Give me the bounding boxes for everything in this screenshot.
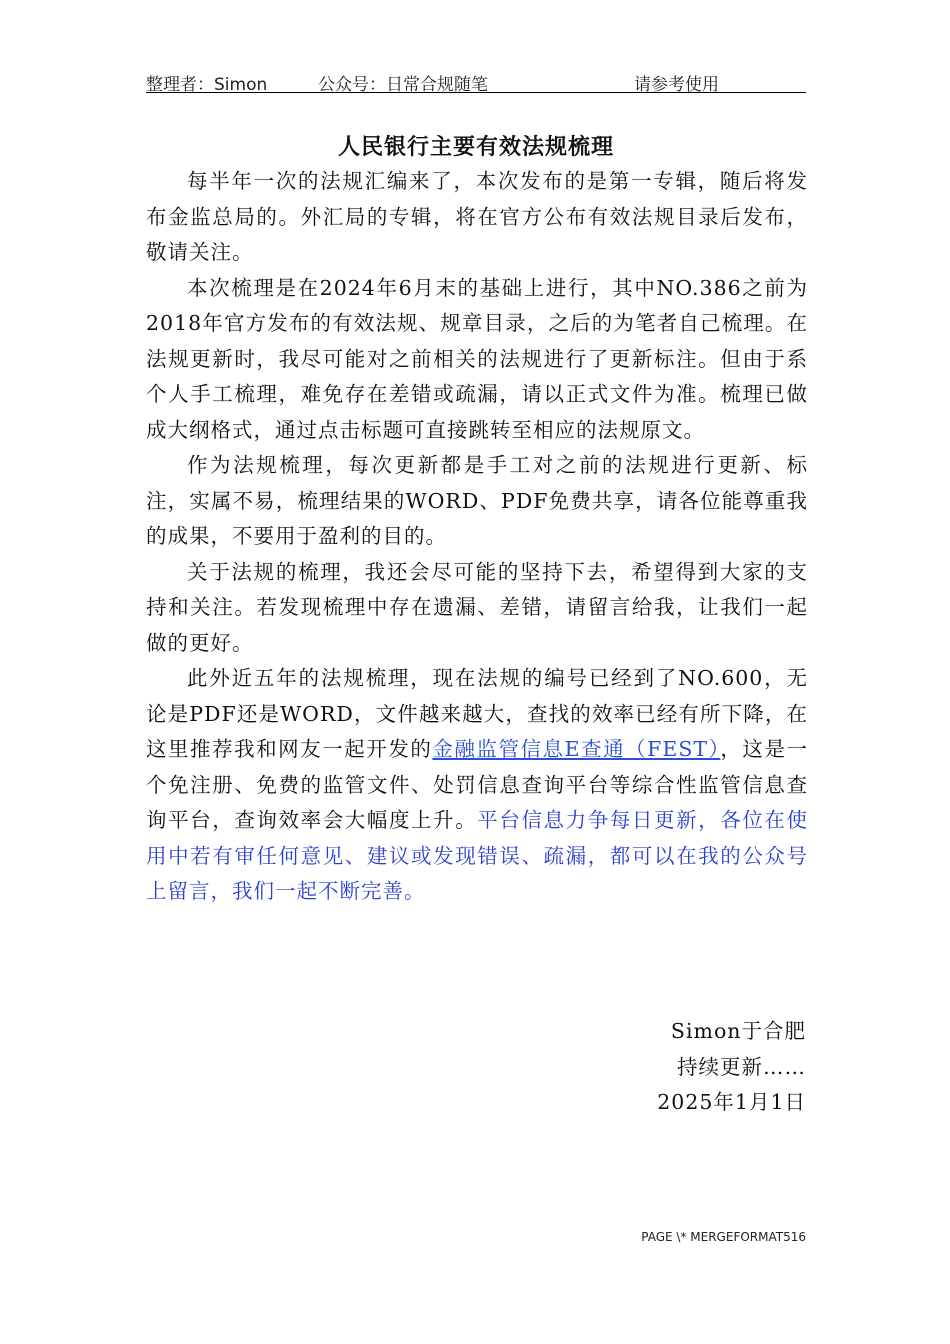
signature-status: 持续更新…… <box>677 1054 806 1079</box>
paragraph-4: 关于法规的梳理，我还会尽可能的坚持下去，希望得到大家的支持和关注。若发现梳理中存在遗漏、差错，请留言给我，让我们一起做的更好。 <box>146 559 808 655</box>
paragraph-1: 每半年一次的法规汇编来了，本次发布的是第一专辑，随后将发布金监总局的。外汇局的专辑，将在官方公布有效法规目录后发布，敬请关注。 <box>146 169 808 264</box>
paragraph-5-intro: 此外近五年的法规梳理，现在法规的编号已经到了NO.600，无论是PDF还是WORD，文件越来越大，查找的效率已经有所下降，在这里推荐我和网友一起开发的 <box>146 666 808 761</box>
signature-author: Simon于合肥 <box>670 1019 806 1043</box>
paragraph-5-description: ，这是一个免注册、免费的监管文件、处罚信息查询平台等综合性监管信息查询平台，查询效率会大幅度上升。 <box>146 737 808 832</box>
signature-date: 2025年1月1日 <box>657 1090 806 1114</box>
paragraph-3: 作为法规梳理，每次更新都是手工对之前的法规进行更新、标注，实属不易，梳理结果的WORD、PDF免费共享，请各位能尊重我的成果，不要用于盈利的目的。 <box>146 453 808 548</box>
header-author: 整理者：Simon <box>146 75 268 95</box>
paragraph-5-highlight: 平台信息力争每日更新，各位在使用中若有审任何意见、建议或发现错误、疏漏，都可以在我的公众号上留言，我们一起不断完善。 <box>146 808 809 903</box>
header-note: 请参考使用 <box>634 75 719 95</box>
header-account: 公众号：日常合规随笔 <box>318 75 488 95</box>
page-header <box>146 70 806 93</box>
document-body <box>146 164 808 910</box>
document-title: 人民银行主要有效法规梳理 <box>337 134 614 160</box>
page-footer: PAGE \* MERGEFORMAT516 <box>641 1230 806 1244</box>
paragraph-2: 本次梳理是在2024年6月末的基础上进行，其中NO.386之前为2018年官方发布的有效法规、规章目录，之后的为笔者自己梳理。在法规更新时，我尽可能对之前相关的法规进行了更新标注。但由于系个人手工梳理，难免存在差错或疏漏，请以正式文件为准。梳理已做成大纲格式，通过点击标题可直接跳转至相应的法规原文。 <box>146 275 808 442</box>
signature-block <box>657 1014 806 1121</box>
fest-link[interactable]: 金融监管信息E查通（FEST） <box>432 737 721 761</box>
paragraph-5 <box>146 661 808 910</box>
